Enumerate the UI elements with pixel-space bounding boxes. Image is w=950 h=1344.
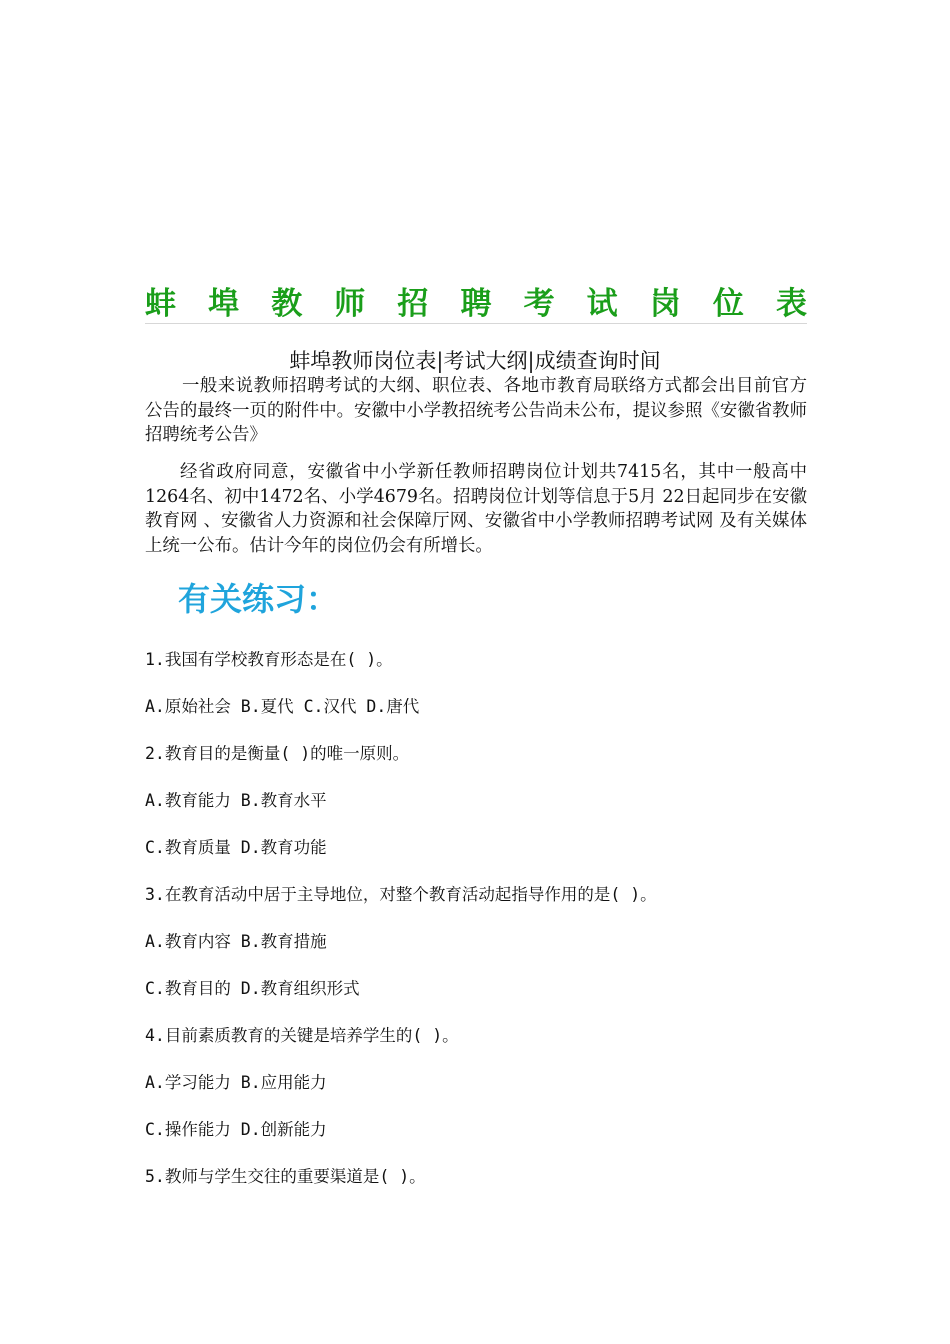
announcement-paragraph: 经省政府同意，安徽省中小学新任教师招聘岗位计划共7415名，其中一般高中1264名、初中1472名、小学4679名。招聘岗位计划等信息于5月 22日起同步在安徽教育网 、安徽省人力资源和社会保障厅网、安徽省中小学教师招聘考试网 及有关媒体上统一公布。估计今年的岗位仍会有所增长。 <box>145 462 807 556</box>
title-char: 师 <box>334 285 366 322</box>
options-line: C.教育质量 D.教育功能 <box>145 838 327 857</box>
title-char: 表 <box>775 285 807 322</box>
options-line: C.教育目的 D.教育组织形式 <box>145 979 360 998</box>
intro-paragraph: 一般来说教师招聘考试的大纲、职位表、各地市教育局联络方式都会出目前官方公告的最终一页的附件中。安徽中小学教招统考公告尚未公布，提议参照《安徽省教师招聘统考公告》 <box>145 376 807 445</box>
document-title <box>145 276 807 324</box>
title-divider <box>145 323 807 324</box>
question-line: 3.在教育活动中居于主导地位，对整个教育活动起指导作用的是( )。 <box>145 885 657 904</box>
section-heading: 有关练习： <box>178 580 339 618</box>
question-line: 1.我国有学校教育形态是在( )。 <box>145 650 393 669</box>
question-line: 4.目前素质教育的关键是培养学生的( )。 <box>145 1026 459 1045</box>
title-char: 位 <box>712 285 744 322</box>
title-char: 岗 <box>649 285 681 322</box>
options-line: A.原始社会 B.夏代 C.汉代 D.唐代 <box>145 697 420 716</box>
title-char: 蚌 <box>145 285 176 322</box>
title-char: 教 <box>271 285 303 322</box>
question-line: 2.教育目的是衡量( )的唯一原则。 <box>145 744 410 763</box>
question-line: 5.教师与学生交往的重要渠道是( )。 <box>145 1167 426 1186</box>
options-line: A.教育能力 B.教育水平 <box>145 791 327 810</box>
options-line: C.操作能力 D.创新能力 <box>145 1120 327 1139</box>
title-char: 埠 <box>208 285 240 322</box>
title-char: 招 <box>397 285 429 322</box>
title-char: 考 <box>523 285 555 322</box>
options-line: A.教育内容 B.教育措施 <box>145 932 327 951</box>
title-char: 聘 <box>460 285 492 322</box>
options-line: A.学习能力 B.应用能力 <box>145 1073 327 1092</box>
subtitle: 蚌埠教师岗位表|考试大纲|成绩查询时间 <box>289 349 661 373</box>
title-char: 试 <box>586 285 618 322</box>
